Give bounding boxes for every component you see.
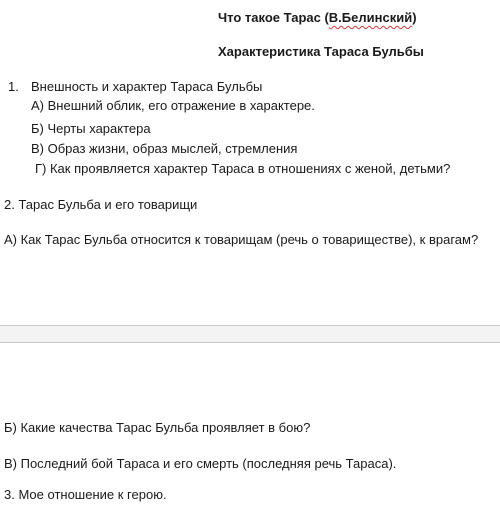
section-1-item-d: Г) Как проявляется характер Тараса в отношениях с женой, детьми?	[35, 161, 451, 176]
section-2-item-a: А) Как Тарас Бульба относится к товарищам (речь о товариществе), к врагам?	[4, 232, 479, 247]
section-1-heading: Внешность и характер Тараса Бульбы	[31, 79, 263, 94]
section-1-number: 1.	[8, 79, 19, 94]
section-1-item-c: В) Образ жизни, образ мыслей, стремления	[31, 141, 298, 156]
section-3-heading: 3. Мое отношение к герою.	[4, 487, 167, 502]
page-subtitle: Характеристика Тараса Бульбы	[218, 44, 424, 59]
section-2-item-b: Б) Какие качества Тарас Бульба проявляет в бою?	[4, 420, 311, 435]
page-title	[218, 10, 417, 26]
title-suffix: )	[412, 10, 417, 25]
section-2-heading: 2. Тарас Бульба и его товарищи	[4, 197, 198, 212]
section-1-item-b: Б) Черты характера	[31, 121, 151, 136]
page-break-divider	[0, 325, 500, 343]
title-author: В.Белинский	[328, 10, 413, 25]
section-2-item-c: В) Последний бой Тараса и его смерть (последняя речь Тараса).	[4, 456, 397, 471]
section-1-item-a: А) Внешний облик, его отражение в характере.	[31, 98, 315, 113]
title-prefix: Что такое Тарас (	[218, 10, 329, 25]
